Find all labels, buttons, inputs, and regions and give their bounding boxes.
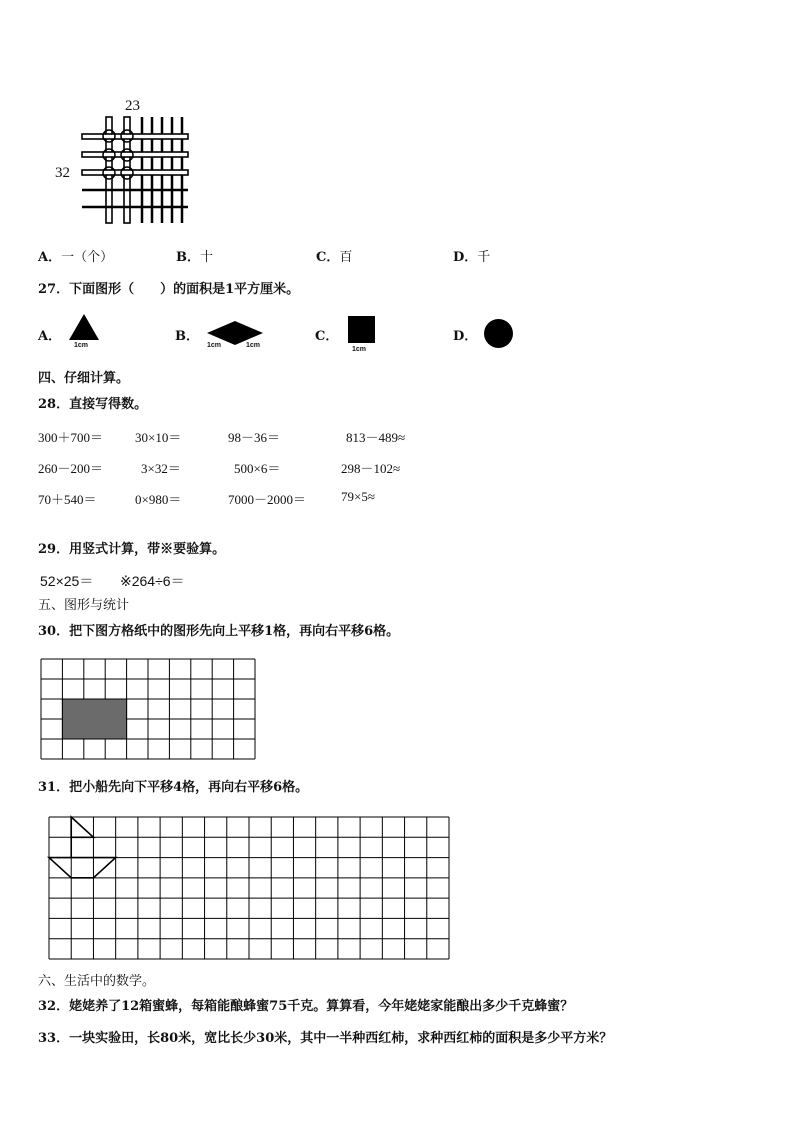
q29-item-1: 52×25＝ [40,573,94,589]
fig-top-number: 23 [125,98,140,114]
q26-option-b[interactable]: B．十 [176,250,214,265]
boat-sail-shape [71,817,93,837]
square-icon [348,316,375,343]
q32-text: 32．姥姥养了12箱蜜蜂，每箱能酿蜂蜜75千克。算算看，今年姥姥家能酿出多少千克蜂蜜？ [38,999,574,1014]
square-caption: 1cm [352,346,367,353]
rhombus-caption-left: 1cm [207,342,222,349]
q31-grid [48,816,450,960]
section-4-heading: 四、仔细计算。 [38,371,130,386]
q28-r2c2: 3×32＝ [141,461,181,476]
triangle-icon [68,313,100,341]
gray-rectangle-shape [62,699,126,739]
triangle-caption: 1cm [74,342,89,349]
multiplication-grid-figure [78,115,198,225]
section-5-heading: 五、图形与统计 [38,598,130,613]
q28-r2c3: 500×6＝ [234,461,281,476]
section-6-heading: 六、生活中的数学。 [38,974,156,989]
q28-r1c4: 813－489≈ [346,430,406,445]
q28-r3c1: 70＋540＝ [38,492,97,507]
q27-question: 27．下面图形（ ）的面积是1平方厘米。 [38,282,300,297]
q27-option-d-label[interactable]: D． [453,329,478,344]
q27-option-a-label[interactable]: A． [38,329,62,344]
q28-r1c1: 300＋700＝ [38,430,104,445]
q27-option-b-label[interactable]: B． [175,329,199,344]
q28-question: 28．直接写得数。 [38,397,148,412]
q26-option-d[interactable]: D．千 [453,250,491,265]
q26-option-c[interactable]: C．百 [316,250,353,265]
q30-grid [40,658,256,760]
fig-left-number: 32 [55,165,70,181]
q28-r3c2: 0×980＝ [135,492,182,507]
q27-option-c-label[interactable]: C． [315,329,339,344]
q26-option-a[interactable]: A．一（个） [38,250,114,265]
boat-hull-shape [49,858,116,878]
rhombus-caption-right: 1cm [246,342,261,349]
q33-text: 33．一块实验田，长80米，宽比长少30米，其中一半种西红柿，求种西红柿的面积是多少平方米？ [38,1031,613,1046]
circle-icon [484,319,513,348]
q31-question: 31．把小船先向下平移4格，再向右平移6格。 [38,780,309,795]
q28-r3c4: 79×5≈ [341,489,375,504]
q28-r2c1: 260－200＝ [38,461,104,476]
q28-r2c4: 298－102≈ [341,461,401,476]
q29-item-2: ※264÷6＝ [120,573,185,589]
q28-r1c2: 30×10＝ [135,430,182,445]
q28-r1c3: 98－36＝ [228,430,281,445]
q28-r3c3: 7000－2000＝ [228,492,307,507]
q29-question: 29．用竖式计算，带※要验算。 [38,542,226,557]
q30-question: 30．把下图方格纸中的图形先向上平移1格，再向右平移6格。 [38,624,400,639]
